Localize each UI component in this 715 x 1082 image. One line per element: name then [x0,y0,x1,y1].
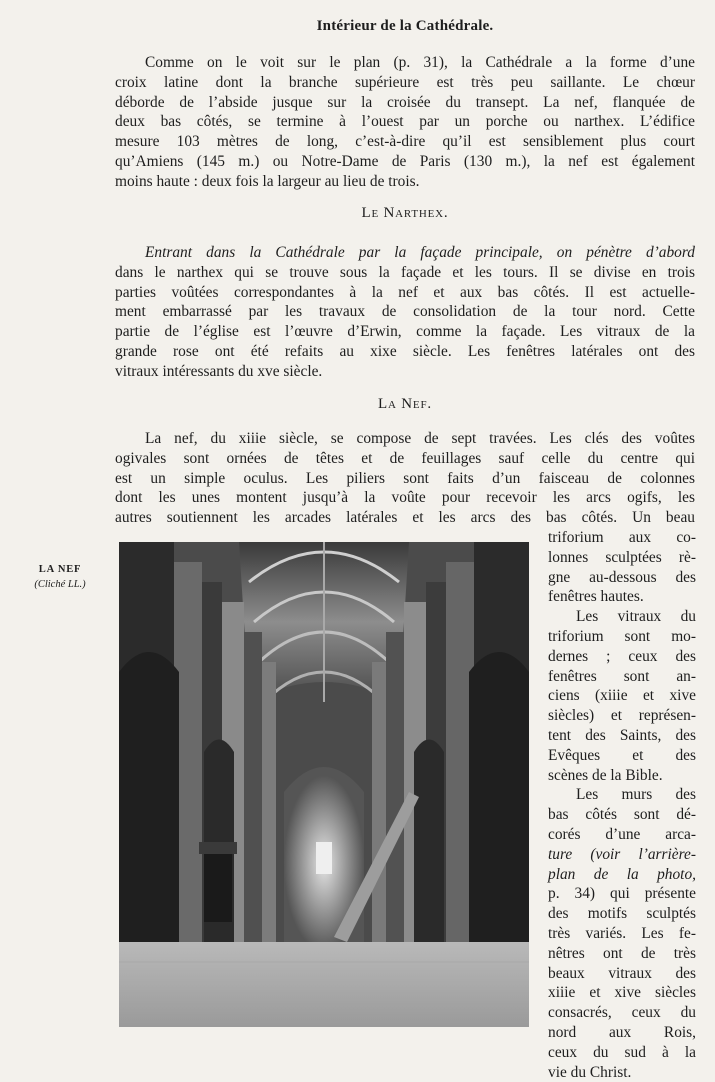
text-line: xiiie et xive siècles [548,984,696,1002]
text-line: Les murs des [576,786,696,804]
text-line: p. 34) qui présente [548,885,696,903]
side-column-text [548,528,696,1082]
caption-credit: (Cliché LL.) [34,579,86,590]
text-line: vitraux intéressants du xve siècle. [115,362,323,380]
text-line: croix latine dont la branche supérieure est très peu saillante. Le chœur [115,73,695,91]
text-line: ciens (xiiie et xive [548,687,696,705]
text-line: dans le narthex qui se trouve sous la façade et les tours. Il se divise en trois [115,263,695,281]
photo-caption [10,562,110,592]
text-line: gne au-dessous des [548,568,696,586]
text-line: fenêtres sont an- [548,667,696,685]
text-line: Les vitraux du [576,608,696,626]
caption-title: LA NEF [38,564,82,575]
text-line: parties voûtées correspondantes à la nef et aux bas côtés. Il est actuelle- [115,283,695,301]
text-line: lonnes sculptées rè- [548,548,696,566]
paragraph-nef [115,429,695,528]
text-line: bas côtés sont dé- [548,806,696,824]
nave-photo [119,542,529,1027]
text-line: corés d’une arca- [548,825,696,843]
text-line: ogivales sont ornées de têtes et de feuillages sauf celle du centre qui [115,449,695,467]
text-line: qu’Amiens (145 m.) ou Notre-Dame de Paris (130 m.), la nef est également [115,152,695,170]
paragraph-narthex [115,243,695,382]
text-line: Comme on le voit sur le plan (p. 31), la Cathédrale a la forme d’une [145,54,695,71]
text-line: des motifs sculptés [548,905,696,923]
section-title-interieur: Intérieur de la Cathédrale. [316,18,494,34]
text-line: ceux du sud à la [548,1043,696,1061]
text-line: déborde de l’abside jusque sur la croisée du transept. La nef, flanquée de [115,93,695,111]
text-line: mesure 103 mètres de long, c’est-à-dire qu’il est sensiblement plus court [115,133,695,151]
text-line: dont les unes montent jusqu’à la voûte pour recevoir les arcs ogifs, les [115,489,695,507]
text-line: nord aux Rois, [548,1023,696,1041]
text-line: autres soutiennent les arcades latérales et les arcs des bas côtés. Un beau [115,509,695,527]
paragraph-intro [115,53,695,192]
text-line: triforium aux co- [548,529,696,546]
text-line: tent des Saints, des [548,726,696,744]
text-line: Entrant dans la Cathédrale par la façade principale, on pénètre d’abord [145,244,695,261]
text-line: très variés. Les fe- [548,924,696,942]
text-line: moins haute : deux fois la largeur au lieu de trois. [115,172,420,190]
text-line: nêtres ont de très [548,944,696,962]
section-title-nef: La Nef. [378,396,432,412]
text-line: consacrés, ceux du [548,1004,696,1022]
text-line: beaux vitraux des [548,964,696,982]
nave-photo-drawing [119,542,529,1027]
text-line: siècles) et représen- [548,707,696,725]
text-line: ture (voir l’arrière- [548,845,696,863]
section-title-narthex: Le Narthex. [361,205,449,221]
text-line: La nef, du xiiie siècle, se compose de sept travées. Les clés des voûtes [145,430,695,447]
text-line: triforium sont mo- [548,627,696,645]
text-line: ment embarrassé par les travaux de consolidation de la tour nord. Cette [115,303,695,321]
text-line: plan de la photo, [548,865,696,883]
text-line: partie de l’église est l’œuvre d’Erwin, comme la façade. Les vitraux de la [115,323,695,341]
text-line: deux bas côtés, se termine à l’ouest par un porche ou narthex. L’édifice [115,113,695,131]
text-line: dernes ; ceux des [548,647,696,665]
text-line: Evêques et des [548,746,696,764]
text-line: vie du Christ. [548,1063,632,1081]
text-line: scènes de la Bible. [548,766,663,784]
text-line: fenêtres hautes. [548,588,644,606]
text-line: est un simple oculus. Les piliers sont faits d’un faisceau de colonnes [115,469,695,487]
text-line: grande rose ont été refaits au xixe siècle. Les fenêtres latérales ont des [115,342,695,360]
